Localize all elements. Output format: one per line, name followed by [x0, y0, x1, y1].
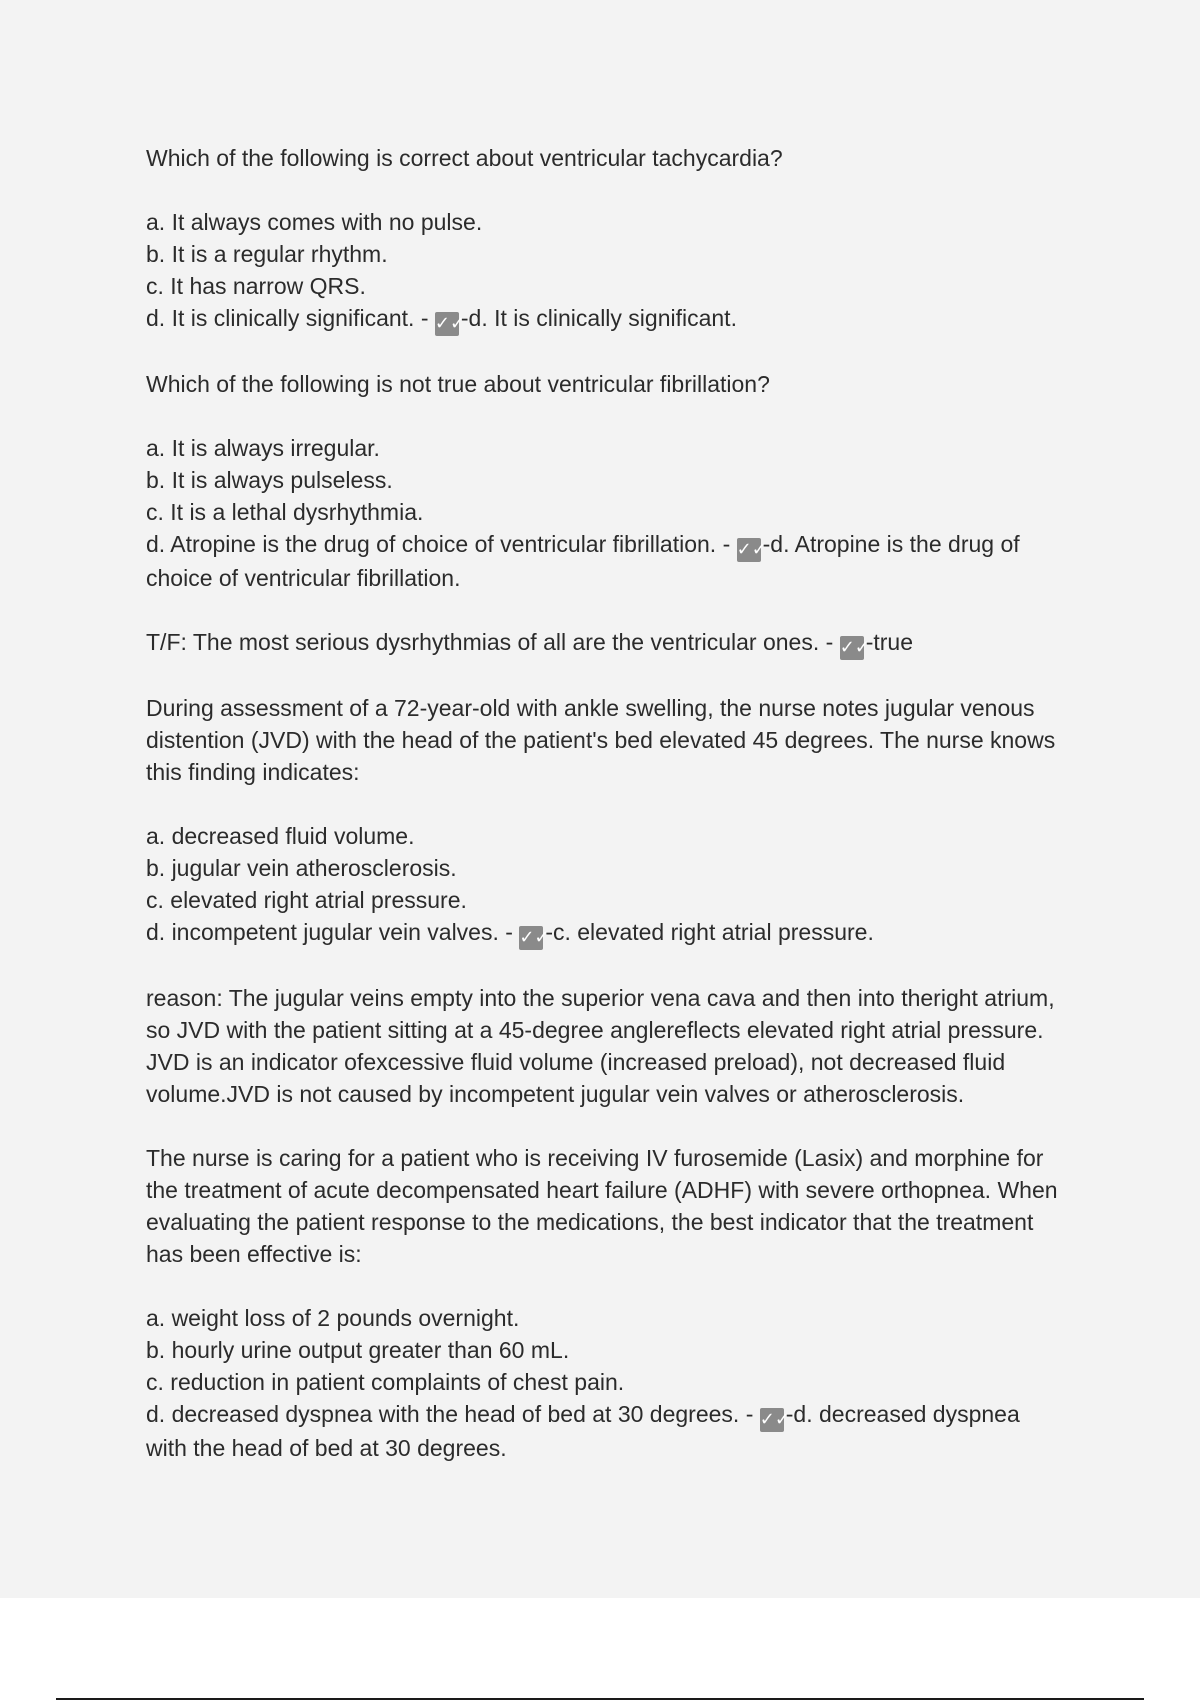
option-a: a. It is always irregular. [146, 435, 380, 461]
option-b: b. jugular vein atherosclerosis. [146, 855, 457, 881]
question-block-4 [146, 692, 1066, 788]
option-c: c. It is a lethal dysrhythmia. [146, 499, 424, 525]
answer-text: -d. It is clinically significant. [460, 305, 737, 331]
option-d: d. decreased dyspnea with the head of bed at 30 degrees. - [146, 1401, 760, 1427]
answer-text: -true [865, 629, 913, 655]
double-check-icon: ✓✓ [736, 539, 767, 560]
option-d-with-answer [146, 1398, 1066, 1464]
option-c: c. elevated right atrial pressure. [146, 887, 467, 913]
option-b: b. hourly urine output greater than 60 mL. [146, 1337, 570, 1363]
question-text: Which of the following is not true about ventricular fibrillation? [146, 371, 770, 397]
option-d: d. Atropine is the drug of choice of ventricular fibrillation. - [146, 531, 737, 557]
question-block-1 [146, 142, 1066, 174]
answer-text: -d. decreased dyspnea with the head of bed at 30 degrees. [146, 1401, 1020, 1461]
option-a: a. decreased fluid volume. [146, 823, 415, 849]
question-text: Which of the following is correct about ventricular tachycardia? [146, 145, 783, 171]
double-check-icon: ✓✓ [759, 1409, 790, 1430]
answer-text: -d. Atropine is the drug of choice of ventricular fibrillation. [146, 531, 1020, 591]
options-block-4 [146, 820, 1066, 950]
option-a: a. It always comes with no pulse. [146, 209, 483, 235]
option-d-with-answer [146, 302, 1066, 336]
option-d: d. incompetent jugular vein valves. - [146, 919, 520, 945]
double-check-icon: ✓✓ [434, 313, 466, 334]
option-b: b. It is a regular rhythm. [146, 241, 388, 267]
reason-block-4 [146, 982, 1066, 1110]
tf-statement-with-answer [146, 626, 1066, 660]
option-c: c. reduction in patient complaints of chest pain. [146, 1369, 625, 1395]
answer-text: -c. elevated right atrial pressure. [545, 919, 874, 945]
double-check-icon: ✓✓ [519, 927, 550, 948]
reason-text: reason: The jugular veins empty into the superior vena cava and then into theright atrium, so JVD with the patient sitting at a 45-degree anglereflects elevated right atrial pressure. JVD is an indicator ofexcessive fluid volume (increased preload), not decreased fluid volume.JVD is not caused by incompetent jugular vein valves or atherosclerosis. [146, 985, 1055, 1107]
double-check-icon: ✓✓ [839, 637, 870, 658]
options-block-1 [146, 206, 1066, 336]
options-block-5 [146, 1302, 1066, 1464]
tf-statement: T/F: The most serious dysrhythmias of all are the ventricular ones. - [146, 629, 840, 655]
options-block-2 [146, 432, 1066, 594]
question-block-5 [146, 1142, 1066, 1270]
option-a: a. weight loss of 2 pounds overnight. [146, 1305, 520, 1331]
question-text: During assessment of a 72-year-old with ankle swelling, the nurse notes jugular venous distention (JVD) with the head of the patient's bed elevated 45 degrees. The nurse knows this finding indicates: [146, 695, 1056, 785]
question-text: The nurse is caring for a patient who is receiving IV furosemide (Lasix) and morphine for the treatment of acute decompensated heart failure (ADHF) with severe orthopnea. When evaluating the patient response to the medications, the best indicator that the treatment has been effective is: [146, 1145, 1058, 1267]
question-block-3 [146, 626, 1066, 660]
option-d-with-answer [146, 916, 1066, 950]
option-d-with-answer [146, 528, 1066, 594]
option-b: b. It is always pulseless. [146, 467, 393, 493]
option-c: c. It has narrow QRS. [146, 273, 366, 299]
option-d: d. It is clinically significant. - [146, 305, 435, 331]
question-block-2 [146, 368, 1066, 400]
document-content [146, 142, 1066, 1496]
